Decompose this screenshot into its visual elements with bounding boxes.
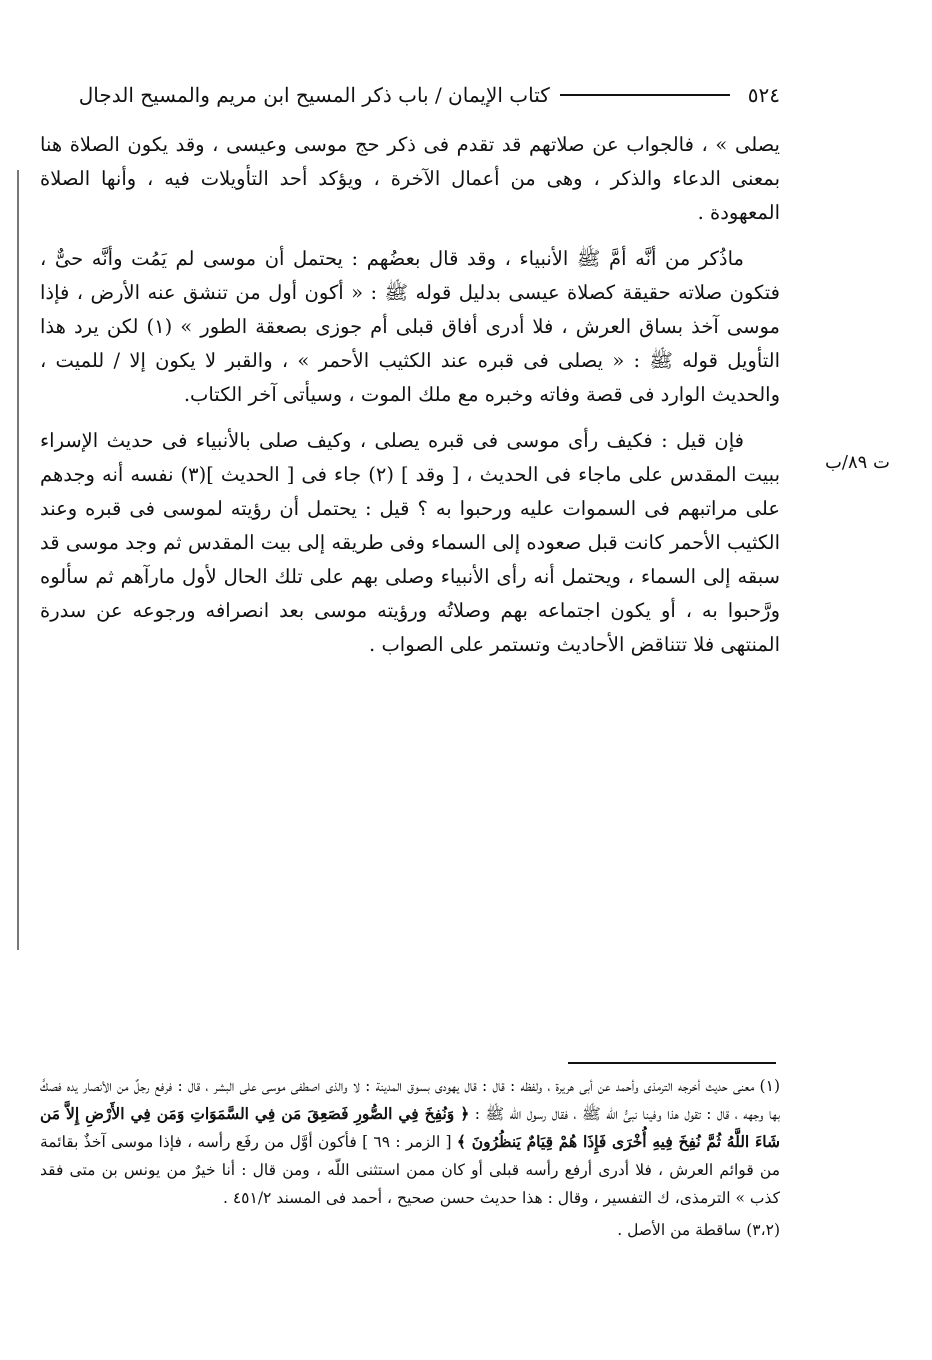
footnote-1 (40, 1072, 780, 1212)
footnote-separator (568, 1062, 776, 1064)
quran-verse: ﴿ وَنُفِخَ فِي الصُّورِ فَصَعِقَ مَن فِي السَّمَوَاتِ وَمَن فِي الأَرْضِ إِلاَّ مَن شَاءَ اللَّهُ ثُمَّ نُفِخَ فِيهِ أُخْرَى فَإِذَا هُمْ قِيَامٌ يَنظُرُونَ ﴾ (40, 1104, 780, 1151)
paragraph-3: فإن قيل : فكيف رأى موسى فى قبره يصلى ، وكيف صلى بالأنبياء فى حديث الإسراء ببيت المقدس على ماجاء فى الحديث ، [ وقد ] (٢) جاء فى [ الحديث ](٣) نفسه أنه وجدهم على مراتبهم فى السموات عليه ورحبوا به ؟ قيل : يحتمل أن رؤيته لموسى فى قبره وعند الكثيب الأحمر كانت قبل صعوده إلى السماء وفى طريقه إلى بيت المقدس ثم وجد موسى قد سبقه إلى السماء ، ويحتمل أنه رأى الأنبياء وصلى بهم على تلك الحال لأول مارآهم ثم سألوه ورَّحبوا به ، أو يكون اجتماعه بهم وصلاتُه ورؤيته موسى بعد انصرافه ورجوعه عن سدرة المنتهى فلا تتناقض الأحاديث وتستمر على الصواب . (40, 429, 780, 656)
footnote-2: (٣،٢) ساقطة من الأصل . (617, 1221, 780, 1239)
body-text (40, 128, 780, 674)
paragraph-2: ماذُكر من أنَّه أمَّ ﷺ الأنبياء ، وقد قال بعضُهم : يحتمل أن موسى لم يَمُت وأنَّه حىٌّ ، فتكون صلاته حقيقة كصلاة عيسى بدليل قوله ﷺ : « أكون أول من تنشق عنه الأرض ، فإذا موسى آخذ بساق العرش ، فلا أدرى أفاق قبلى أم جوزى بصعقة الطور » (١) لكن يرد هذا التأويل قوله ﷺ : « يصلى فى قبره عند الكثيب الأحمر » ، والقبر لا يكون إلا / للميت ، والحديث الوارد فى قصة وفاته وخبره مع ملك الموت ، وسيأتى آخر الكتاب. (40, 247, 780, 406)
footnote-1-intro: (١) معنى حديث أخرجه الترمذى وأحمد عن أبى هريرة ، ولفظه : قال : قال يهودى بسوق المدينة : لا والذى اصطفى موسى على البشر ، قال : فرفع رجلٌ من الأنصار يده فصكَّ بها وجهه ، قال : تقول هذا وفينا نبىُّ الله ﷺ ، فقال رسول الله ﷺ : (40, 1077, 781, 1123)
header-rule (560, 94, 730, 96)
footnote-1-rest: [ الزمر : ٦٩ ] فأكون أوَّل من رفَع رأسه ، فإذا موسى آخذٌ بقائمة من قوائم العرش ، فلا أدرى أرفع رأسه قبلى أو كان ممن استثنى اللّه ، ومن قال : أنا خيرٌ من يونس بن متى فقد كذب » الترمذى، ك التفسير ، وقال : هذا حديث حسن صحيح ، أحمد فى المسند ٤٥١/٢ . (40, 1133, 780, 1207)
paragraph-1: يصلى » ، فالجواب عن صلاتهم قد تقدم فى ذكر حج موسى وعيسى ، وقد يكون الصلاة هنا بمعنى الدعاء والذكر ، وهى من أعمال الآخرة ، ويؤكد أحد التأويلات فيه ، وأنها الصلاة المعهودة . (40, 133, 780, 224)
running-title: كتاب الإيمان / باب ذكر المسيح ابن مريم والمسيح الدجال (78, 83, 550, 107)
footnotes (40, 1072, 780, 1248)
manuscript-folio-note: ت ٨٩/ب (824, 452, 890, 473)
margin-rule (17, 170, 19, 950)
page-number: ٥٢٤ (747, 83, 780, 107)
page-header (40, 78, 780, 112)
